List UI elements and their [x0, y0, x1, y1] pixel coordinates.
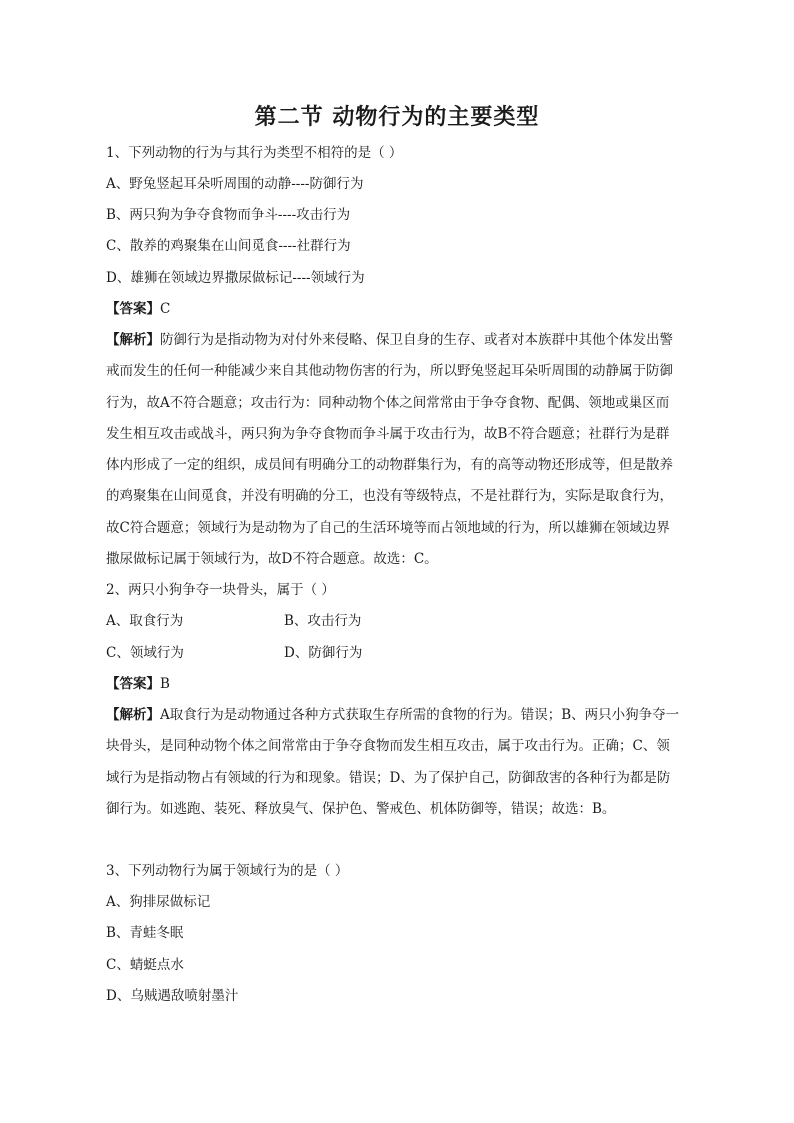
q2-analysis-text: A取食行为是动物通过各种方式获取生存所需的食物的行为。错误；B、两只小狗争夺一块骨头，是同种动物个体之间常常由于争夺食物而发生相互攻击，属于攻击行为。正确；C、领域行为是指动物占有领域的行为和现象。错误；D、为了保护自己，防御敌害的各种行为都是防御行为。如逃跑、装死、释放臭气、保护色、警戒色、机体防御等，错误；故选：B。 — [106, 707, 680, 817]
q1-analysis-text: 防御行为是指动物为对付外来侵略、保卫自身的生存、或者对本族群中其他个体发出警戒而发生的任何一种能减少来自其他动物伤害的行为，所以野兔竖起耳朵听周围的动静属于防御行为，故A不符合题意；攻击行为：同种动物个体之间常常由于争夺食物、配偶、领地或巢区而发生相互攻击或战斗，两只狗为争夺食物而争斗属于攻击行为，故B不符合题意；社群行为是群体内形成了一定的组织，成员间有明确分工的动物群集行为，有的高等动物还形成等，但是散养的鸡聚集在山间觅食，并没有明确的分工，也没有等级特点，不是社群行为，实际是取食行为，故C符合题意；领域行为是动物为了自己的生活环境等而占领地域的行为，所以雄狮在领域边界撒尿做标记属于领域行为，故D不符合题意。故选：C。 — [106, 332, 673, 568]
q2-answer-value: B — [160, 676, 170, 692]
q2-option-c: C、领域行为 — [106, 645, 184, 661]
q2-answer-tag: 【答案】 — [106, 676, 160, 692]
q2-analysis-tag: 【解析】 — [106, 707, 160, 723]
q1-answer — [106, 299, 170, 319]
q3-option-c: C、蜻蜓点水 — [106, 957, 184, 973]
q2-stem: 2、两只小狗争夺一块骨头，属于（ ） — [106, 582, 335, 598]
q3-option-a: A、狗排尿做标记 — [106, 894, 211, 910]
q3-stem: 3、下列动物行为属于领域行为的是（ ） — [106, 863, 349, 879]
q2-analysis — [106, 700, 680, 825]
q2-option-a: A、取食行为 — [106, 613, 184, 629]
q2-answer — [106, 674, 170, 694]
q1-option-b: B、两只狗为争夺食物而争斗----攻击行为 — [106, 207, 351, 223]
q3-option-d: D、乌贼遇敌喷射墨汁 — [106, 988, 239, 1004]
q1-stem: 1、下列动物的行为与其行为类型不相符的是（ ） — [106, 145, 403, 161]
q1-answer-value: C — [160, 301, 171, 317]
q1-option-c: C、散养的鸡聚集在山间觅食----社群行为 — [106, 238, 351, 254]
q1-answer-tag: 【答案】 — [106, 301, 160, 317]
q2-option-d: D、防御行为 — [284, 645, 363, 661]
page-title: 第二节 动物行为的主要类型 — [254, 104, 540, 130]
q1-analysis-tag: 【解析】 — [106, 332, 160, 348]
q1-analysis — [106, 325, 680, 575]
q3-option-b: B、青蛙冬眠 — [106, 925, 184, 941]
q1-option-a: A、野兔竖起耳朵听周围的动静----防御行为 — [106, 176, 364, 192]
q1-option-d: D、雄狮在领域边界撒尿做标记----领域行为 — [106, 270, 365, 286]
q2-option-b: B、攻击行为 — [284, 613, 362, 629]
